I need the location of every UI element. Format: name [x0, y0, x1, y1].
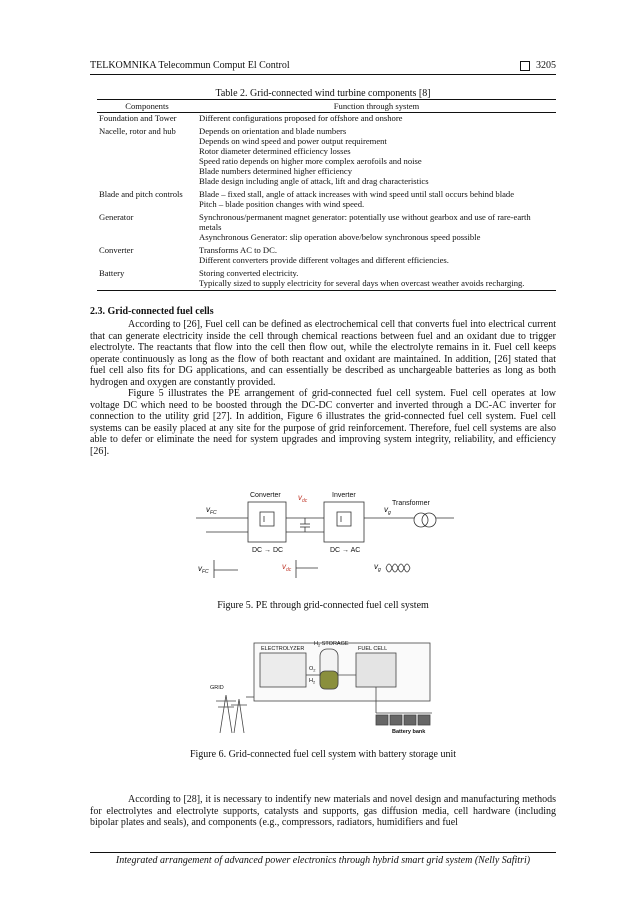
- vdc-label: $v_{dc}$: [298, 493, 308, 504]
- row-functions: [197, 123, 556, 186]
- table-header-function: Function through system: [197, 100, 556, 113]
- function-line: Depends on wind speed and power output requirement: [199, 136, 387, 146]
- converter-box: [248, 502, 286, 542]
- table-caption: Table 2. Grid-connected wind turbine components [8]: [215, 88, 431, 99]
- body-paragraph: [90, 388, 556, 458]
- footer-rule: [90, 852, 556, 853]
- function-line: Blade numbers determined higher efficiency: [199, 166, 353, 176]
- row-functions: [197, 186, 556, 209]
- row-component: Converter: [99, 245, 134, 255]
- transformer-label: Transformer: [392, 500, 430, 507]
- row-functions: [197, 242, 556, 265]
- body-paragraph: [90, 319, 556, 389]
- table-row: [97, 242, 556, 265]
- function-line: Synchronous/permanent magnet generator: potentially use without gearbox and use of rare-earth metals: [199, 212, 531, 232]
- o2-label: $O_2$: [309, 666, 316, 673]
- row-functions: [197, 113, 556, 124]
- body-paragraph: [90, 794, 556, 829]
- table-row: [97, 265, 556, 291]
- function-line: Different configurations proposed for offshore and onshore: [199, 113, 403, 123]
- table-row: [97, 113, 556, 124]
- page-number: 3205: [536, 60, 556, 71]
- h2-tank-fill: [320, 671, 338, 689]
- row-component: Nacelle, rotor and hub: [99, 126, 176, 136]
- dcdc-label: DC → DC: [252, 547, 284, 554]
- battery-icon: [376, 715, 388, 725]
- vg-wave-label: $v_g$: [374, 562, 381, 573]
- paragraph-text: According to [26], Fuel cell can be defined as electrochemical cell that converts fuel into electrical current that can generate electricity inside the cell through chemical reactions between fuel and an oxidant due to trigger electrolyte. The reactants that flow into the cell then flow out, while the electrolyte remains in it. Fuel cell keeps operate continuously as long as the flow of both reactant and oxidant are maintained. In addition, [26] stated that fuel cell also fits for DG applications, and can essentially be described as unchargeable batteries as long as both hydrogen and oxygen are constantly provided.: [90, 319, 556, 388]
- function-line: Depends on orientation and blade numbers: [199, 126, 347, 136]
- function-line: Storing converted electricity.: [199, 268, 299, 278]
- function-line: Transforms AC to DC.: [199, 245, 277, 255]
- checkbox-glyph-icon: [520, 61, 530, 71]
- figure-5-caption: Figure 5. PE through grid-connected fuel cell system: [217, 600, 429, 611]
- journal-title: TELKOMNIKA Telecommun Comput El Control: [90, 60, 290, 71]
- function-line: Asynchronous Generator: slip operation above/below synchronous speed possible: [199, 232, 481, 242]
- components-table: [97, 99, 556, 291]
- row-component: Blade and pitch controls: [99, 189, 183, 199]
- running-footer: Integrated arrangement of advanced power electronics through hybrid smart grid system (Nelly Safitri): [115, 855, 531, 866]
- table-header-components: Components: [97, 100, 197, 113]
- figure-6-caption: Figure 6. Grid-connected fuel cell system with battery storage unit: [189, 749, 457, 760]
- table-row: [97, 123, 556, 186]
- electrolyzer-label: ELECTROLYZER: [261, 646, 305, 652]
- figure-5-diagram: [196, 488, 454, 588]
- inverter-box: [324, 502, 364, 542]
- function-line: Pitch – blade position changes with wind speed.: [199, 199, 365, 209]
- running-header: [90, 60, 556, 74]
- figure-6-diagram: [206, 637, 436, 735]
- row-component: Foundation and Tower: [99, 113, 177, 123]
- row-functions: [197, 265, 556, 291]
- paragraph-text: Figure 5 illustrates the PE arrangement of grid-connected fuel cell system. Fuel cell operates at low voltage DC which need to be boosted through the DC-DC converter and inverted through a DC-AC inverter for connection to the utility grid [27]. In addition, Figure 6 illustrates the grid-connected fuel cell system. Fuel cell systems can be easily placed at any site for the purpose of grid reinforcement. Therefore, fuel cell systems are also able to defer or eliminate the need for system upgrades and improving system integrity, reliability, and efficiency [26].: [90, 388, 556, 457]
- header-rule: [90, 74, 556, 75]
- fuel-cell-label: FUEL CELL: [358, 646, 388, 652]
- function-line: Blade – fixed stall, angle of attack increases with wind speed until stall occurs behind blade: [199, 189, 515, 199]
- vdc-wave-label: $v_{dc}$: [282, 562, 292, 573]
- row-component: Generator: [99, 212, 134, 222]
- table-row: [97, 209, 556, 242]
- electrolyzer-box: [260, 653, 306, 687]
- battery-bank-label: Battery bank: [392, 729, 426, 735]
- inverter-label: Inverter: [332, 492, 356, 499]
- paragraph-text: According to [28], it is necessary to indentify new materials and novel design and manufacturing methods for electrolytes and electrolyte supports, catalysts and supports, gas diffusion media, cell hardware (including bipolar plates and seals), and components (e.g., compressors, radiators, humidifiers and fuel: [90, 794, 556, 829]
- grid-label: GRID: [210, 685, 224, 691]
- vg-label: $v_g$: [384, 505, 391, 516]
- section-heading: 2.3. Grid-connected fuel cells: [90, 306, 214, 317]
- converter-label: Converter: [250, 492, 281, 499]
- function-line: Typically sized to supply electricity for several days when overcast weather avoids recharging.: [199, 278, 525, 288]
- row-functions: [197, 209, 556, 242]
- transformer-coil-icon: [414, 513, 428, 527]
- fuel-cell-box: [356, 653, 396, 687]
- table-row: [97, 186, 556, 209]
- vfc-label: $v_{FC}$: [206, 505, 217, 516]
- vfc-wave-label: $v_{FC}$: [198, 564, 209, 575]
- function-line: Blade design including angle of attack, lift and drag characteristics: [199, 176, 429, 186]
- h2-storage-label: $H_2$ STORAGE: [314, 641, 349, 648]
- function-line: Rotor diameter determined efficiency losses: [199, 146, 351, 156]
- row-component: Battery: [97, 265, 197, 291]
- function-line: Different converters provide different voltages and different efficiencies.: [199, 255, 449, 265]
- function-line: Speed ratio depends on higher more complex aerofoils and noise: [199, 156, 422, 166]
- dcac-label: DC → AC: [330, 547, 361, 554]
- h2-label: $H_2$: [309, 678, 316, 685]
- grid-tower-icon: [216, 695, 236, 733]
